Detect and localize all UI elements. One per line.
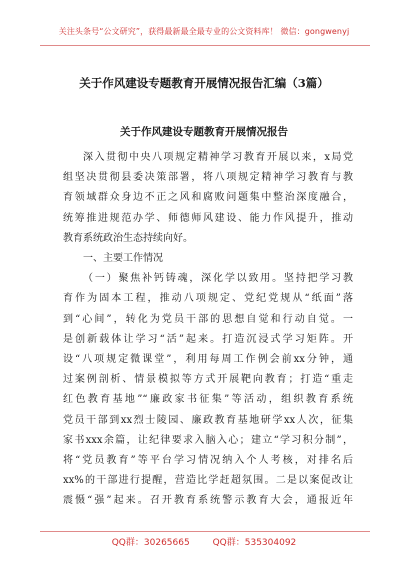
- header-divider: [40, 45, 370, 46]
- paragraph-line: 党员干部到xx烈士陵园、廉政教育基地研学xx人次，征集: [63, 414, 353, 426]
- paragraph-line: （一）聚焦补钙铸魂，深化学以致用。坚持把学习教: [83, 273, 353, 285]
- document-title: 关于作风建设专题教育开展情况报告汇编（3篇）: [79, 76, 329, 90]
- paragraph-line: 深入贯彻中央八项规定精神学习教育开展以来，x局党: [83, 152, 353, 163]
- paragraph-line: 红色教育基地”“廉政家书征集”等活动，组织教育系统: [63, 394, 353, 406]
- heading-line: 一、主要工作情况: [83, 253, 163, 265]
- paragraph-line: 震慑“强”起来。召开教育系统警示教育大会，通报近年: [63, 495, 353, 507]
- qq-group-1: QQ群：30265665: [111, 538, 190, 548]
- paragraph-line: 家书xxx余篇，让纪律要求入脑入心；建立“学习积分制”，: [63, 434, 353, 446]
- section-title: 关于作风建设专题教育开展情况报告: [120, 126, 288, 138]
- paragraph-line: 育作为固本工程，推动八项规定、党纪党规从“纸面”落: [63, 293, 353, 305]
- paragraph-line: 将“党员教育”等平台学习情况纳入个人考核，对排名后: [63, 455, 353, 467]
- paragraph-line: 育领域群众身边不正之风和腐败问题集中整治深度融合，: [63, 192, 353, 204]
- paragraph-line: 教育系统政治生态持续向好。: [63, 232, 193, 244]
- paragraph-line: xx%的干部进行提醒，营造比学赶超氛围。二是以案促改让: [63, 475, 353, 487]
- qq-group-2: QQ群：535304092: [212, 538, 297, 548]
- paragraph-line: 过案例剖析、情景模拟等方式开展靶向教育；打造“重走: [63, 374, 353, 386]
- paragraph-line: 设“八项规定微课堂”，利用每周工作例会前xx分钟，通: [63, 354, 353, 366]
- paragraph-line: 组坚决贯彻县委决策部署，将八项规定精神学习教育与教: [63, 172, 353, 184]
- body-text: [63, 148, 353, 512]
- footer-divider: [40, 531, 370, 532]
- footer: [0, 535, 408, 548]
- paragraph-line: 统筹推进规范办学、师德师风建设、能力作风提升，推动: [63, 212, 353, 224]
- paragraph-line: 到“心间”，转化为党员干部的思想自觉和行动自觉。一: [63, 313, 353, 325]
- header-banner: 关注头条号“公文研究”，获得最新最全最专业的公文资料库！ 微信：gongwenyj: [58, 27, 350, 36]
- paragraph-line: 是创新载体让学习“活”起来。打造沉浸式学习矩阵。开: [63, 333, 353, 345]
